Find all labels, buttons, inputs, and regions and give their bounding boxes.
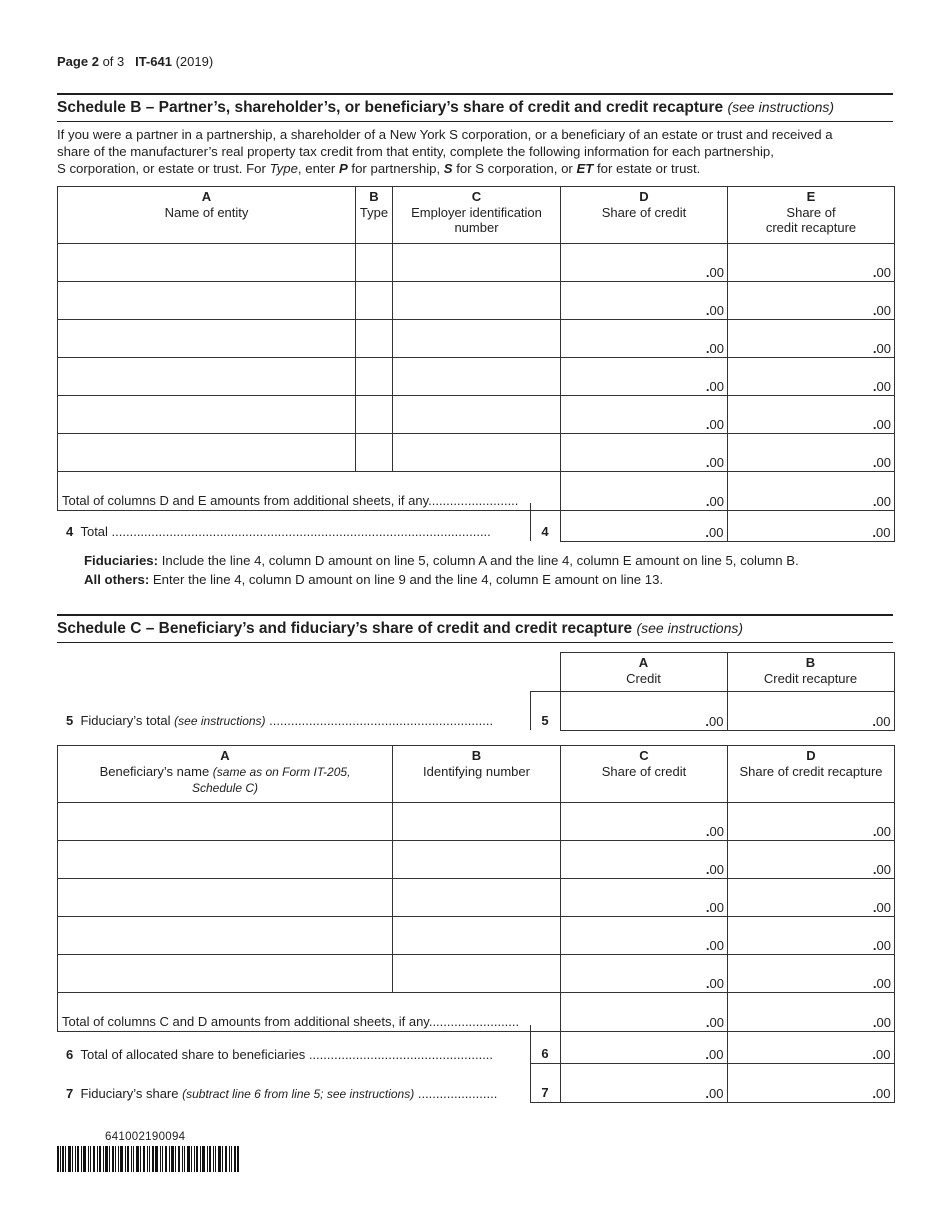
- identifying-number-field[interactable]: [393, 917, 561, 955]
- share-of-credit-field[interactable]: .00: [561, 396, 728, 434]
- share-of-recapture-field[interactable]: .00: [728, 879, 895, 917]
- table-row: [58, 841, 895, 879]
- table-row: [58, 955, 895, 993]
- schedule-b-bottom-rule: [57, 121, 893, 122]
- table-row: [58, 803, 895, 841]
- blank-cell: [530, 653, 560, 692]
- col-c-header: C Employer identification number: [393, 187, 561, 244]
- additional-sheets-label: Total of columns D and E amounts from additional sheets, if any.........................: [58, 472, 561, 511]
- entity-type-field[interactable]: [356, 434, 393, 472]
- intro-text: S corporation, or estate or trust. For: [57, 161, 270, 176]
- entity-name-field[interactable]: [58, 320, 356, 358]
- entity-type-field[interactable]: [356, 244, 393, 282]
- line-4-credit-total[interactable]: .00: [560, 503, 727, 541]
- col-a-header: A Name of entity: [58, 187, 356, 244]
- share-of-credit-header: C Share of credit: [561, 746, 728, 803]
- line-7-box-number: 7: [530, 1064, 560, 1103]
- barcode-image: [57, 1146, 239, 1172]
- entity-type-field[interactable]: [356, 282, 393, 320]
- schedule-b-top-rule: [57, 93, 893, 95]
- identifying-number-field[interactable]: [393, 841, 561, 879]
- intro-line-2: share of the manufacturer’s real property tax credit from that entity, complete the following information for each partnership,: [57, 144, 774, 159]
- schedule-c-title: [57, 620, 743, 638]
- code-s: S: [443, 161, 453, 176]
- additional-recapture-field[interactable]: .00: [728, 472, 895, 511]
- share-of-credit-field[interactable]: .00: [561, 244, 728, 282]
- ein-field[interactable]: [393, 320, 561, 358]
- ein-field[interactable]: [393, 434, 561, 472]
- share-of-credit-field[interactable]: .00: [561, 803, 728, 841]
- line-6-recapture-field[interactable]: .00: [727, 1025, 894, 1064]
- entity-type-field[interactable]: [356, 320, 393, 358]
- share-of-recapture-field[interactable]: .00: [728, 358, 895, 396]
- line-6-row: [57, 1025, 894, 1064]
- share-of-credit-field[interactable]: .00: [561, 879, 728, 917]
- code-et: ET: [576, 161, 594, 176]
- line-7-row: [57, 1064, 894, 1103]
- table-row: [58, 358, 895, 396]
- identifying-number-field[interactable]: [393, 803, 561, 841]
- page-number: 2: [91, 54, 99, 69]
- table-row: [58, 320, 895, 358]
- schedule-b-title: [57, 99, 834, 117]
- share-of-credit-field[interactable]: .00: [561, 917, 728, 955]
- blank-cell: [57, 653, 530, 692]
- identifying-number-field[interactable]: [393, 955, 561, 993]
- entity-type-field[interactable]: [356, 358, 393, 396]
- schedule-b-title-note: (see instructions): [727, 99, 835, 115]
- page-of: of 3: [102, 54, 125, 69]
- schedule-c-title-note: (see instructions): [636, 620, 744, 636]
- entity-name-field[interactable]: [58, 282, 356, 320]
- schedule-b-notes: [84, 551, 799, 589]
- additional-sheets-label: Total of columns C and D amounts from additional sheets, if any.........................: [58, 993, 561, 1032]
- schedule-c-bottom-rule: [57, 642, 893, 643]
- beneficiary-name-field[interactable]: [58, 841, 393, 879]
- share-of-recapture-field[interactable]: .00: [728, 396, 895, 434]
- share-of-credit-field[interactable]: .00: [561, 841, 728, 879]
- schedule-b-table: [57, 186, 895, 511]
- share-of-recapture-field[interactable]: .00: [728, 282, 895, 320]
- line-5-box-number: 5: [530, 692, 560, 731]
- share-of-credit-field[interactable]: .00: [561, 955, 728, 993]
- schedule-c-header-row: [58, 746, 895, 803]
- share-of-credit-field[interactable]: .00: [561, 358, 728, 396]
- schedule-b-title-text: Schedule B – Partner’s, shareholder’s, or beneficiary’s share of credit and credit recapture: [57, 99, 724, 116]
- identifying-number-header: B Identifying number: [393, 746, 561, 803]
- share-of-credit-field[interactable]: .00: [561, 434, 728, 472]
- page-header: [57, 54, 213, 69]
- col-e-header: E Share of credit recapture: [728, 187, 895, 244]
- col-d-header: D Share of credit: [561, 187, 728, 244]
- lines-6-7-table: [57, 1025, 895, 1103]
- table-row: [58, 879, 895, 917]
- beneficiary-name-field[interactable]: [58, 917, 393, 955]
- share-of-recapture-field[interactable]: .00: [728, 244, 895, 282]
- table-row: [58, 434, 895, 472]
- line-4-recapture-total[interactable]: .00: [727, 503, 894, 541]
- intro-text: for S corporation, or: [452, 161, 577, 176]
- intro-type-word: Type: [269, 161, 298, 176]
- page-word: Page: [57, 54, 89, 69]
- ein-field[interactable]: [393, 396, 561, 434]
- table-row: [58, 282, 895, 320]
- schedule-c-title-text: Schedule C – Beneficiary’s and fiduciary’s share of credit and credit recapture: [57, 620, 633, 637]
- line-7-label: 7 Fiduciary’s share (subtract line 6 from line 5; see instructions) ......................: [66, 1085, 498, 1101]
- share-of-recapture-header: D Share of credit recapture: [728, 746, 895, 803]
- share-of-recapture-field[interactable]: .00: [728, 917, 895, 955]
- intro-line-3: [57, 160, 893, 177]
- all-others-note: All others: Enter the line 4, column D amount on line 9 and the line 4, column E amount on line 13.: [84, 572, 664, 587]
- credit-recapture-col-header: B Credit recapture: [727, 653, 894, 692]
- share-of-recapture-field[interactable]: .00: [728, 841, 895, 879]
- schedule-b-header-row: [58, 187, 895, 244]
- table-row: [58, 396, 895, 434]
- line-5-credit-field[interactable]: .00: [560, 692, 727, 731]
- entity-type-field[interactable]: [356, 396, 393, 434]
- entity-name-field[interactable]: [58, 358, 356, 396]
- beneficiary-name-field[interactable]: [58, 803, 393, 841]
- line-5-table: [57, 652, 895, 731]
- entity-name-field[interactable]: [58, 244, 356, 282]
- share-of-credit-field[interactable]: .00: [561, 282, 728, 320]
- schedule-c-table: [57, 745, 895, 1032]
- beneficiary-name-field[interactable]: [58, 955, 393, 993]
- intro-line-1: If you were a partner in a partnership, a shareholder of a New York S corporation, or a beneficiary of an estate or trust and received a: [57, 127, 833, 142]
- share-of-recapture-field[interactable]: .00: [728, 434, 895, 472]
- share-of-recapture-field[interactable]: .00: [728, 803, 895, 841]
- additional-credit-field[interactable]: .00: [561, 472, 728, 511]
- credit-col-header: A Credit: [560, 653, 727, 692]
- entity-name-field[interactable]: [58, 396, 356, 434]
- share-of-credit-field[interactable]: .00: [561, 320, 728, 358]
- form-number: IT-641: [135, 54, 172, 69]
- line-4-label: 4 Total .........................................................................................................: [66, 524, 491, 539]
- line-5-recapture-field[interactable]: .00: [727, 692, 894, 731]
- additional-recapture-field[interactable]: .00: [728, 993, 895, 1032]
- identifying-number-field[interactable]: [393, 879, 561, 917]
- share-of-recapture-field[interactable]: .00: [728, 320, 895, 358]
- schedule-b-instructions: [57, 126, 893, 177]
- line-7-recapture-field[interactable]: .00: [727, 1064, 894, 1103]
- intro-text: , enter: [297, 161, 339, 176]
- intro-text: for partnership,: [347, 161, 444, 176]
- line-7-credit-field[interactable]: .00: [560, 1064, 727, 1103]
- ein-field[interactable]: [393, 244, 561, 282]
- table-row: [58, 244, 895, 282]
- line-5-label: 5 Fiduciary’s total (see instructions) ..............................................................: [66, 713, 494, 728]
- ein-field[interactable]: [393, 358, 561, 396]
- line-4-box-number: 4: [530, 503, 560, 541]
- col-b-header: B Type: [356, 187, 393, 244]
- line-6-credit-field[interactable]: .00: [560, 1025, 727, 1064]
- line-6-label: 6 Total of allocated share to beneficiaries ...................................................: [66, 1046, 494, 1062]
- line-6-box-number: 6: [530, 1025, 560, 1064]
- beneficiary-name-header: A Beneficiary’s name (same as on Form IT-205, Schedule C): [58, 746, 393, 803]
- share-of-recapture-field[interactable]: .00: [728, 955, 895, 993]
- table-row: [58, 917, 895, 955]
- intro-text: for estate or trust.: [593, 161, 701, 176]
- barcode-number: 641002190094: [105, 1131, 186, 1143]
- beneficiary-name-field[interactable]: [58, 879, 393, 917]
- schedule-c-top-rule: [57, 614, 893, 616]
- line-4-row: [57, 503, 895, 542]
- code-p: P: [338, 161, 348, 176]
- additional-credit-field[interactable]: .00: [561, 993, 728, 1032]
- form-year: (2019): [175, 54, 214, 69]
- fiduciaries-note: Fiduciaries: Include the line 4, column D amount on line 5, column A and the line 4, column E amount on line 5, column B.: [84, 553, 799, 568]
- entity-name-field[interactable]: [58, 434, 356, 472]
- ein-field[interactable]: [393, 282, 561, 320]
